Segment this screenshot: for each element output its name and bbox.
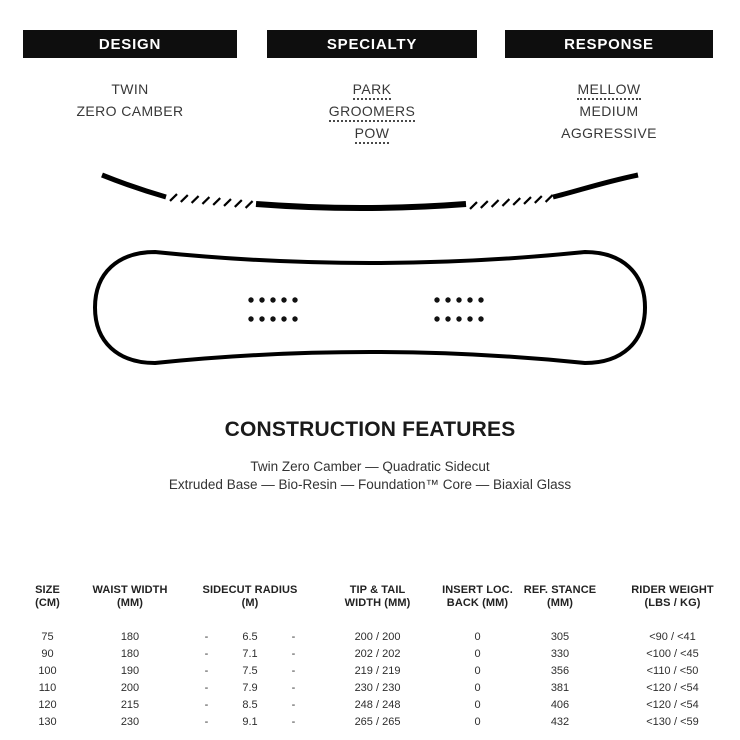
spec-cell: 0 [474, 647, 481, 660]
spec-column-header: SIDECUT RADIUS (M) [202, 584, 298, 609]
camber-hatch-left [170, 194, 253, 208]
trait-twin [23, 78, 237, 100]
spec-cell: 230 / 230 [354, 681, 401, 694]
spec-cell: 100 [38, 664, 57, 677]
spec-cell: 0 [474, 630, 481, 643]
trait-medium [505, 100, 713, 122]
spec-row-120 [20, 696, 740, 713]
spec-row-130 [20, 713, 740, 730]
spec-cell: 265 / 265 [354, 715, 401, 728]
construction-features-heading: CONSTRUCTION FEATURES [224, 418, 516, 441]
construction-line-2: Extruded Base — Bio-Resin — Foundation™ Core — Biaxial Glass [168, 477, 572, 492]
trait-label: AGGRESSIVE [561, 125, 657, 141]
camber-hatch-right [470, 195, 553, 209]
spec-row-90 [20, 645, 740, 662]
spec-cell: 432 [550, 715, 570, 728]
trait-pow [267, 122, 477, 144]
spec-table-header-row [20, 584, 740, 628]
spec-row-110 [20, 679, 740, 696]
sidecut-radius-cell: - 9.1 - [204, 715, 296, 728]
specialty-column [267, 30, 477, 144]
trait-groomers [267, 100, 477, 122]
spec-cell: 200 / 200 [354, 630, 401, 643]
spec-cell: 90 [41, 647, 54, 660]
spec-cell: 75 [41, 630, 54, 643]
spec-cell: 200 [120, 681, 140, 694]
spec-cell: 381 [550, 681, 570, 694]
trait-label: ZERO CAMBER [76, 103, 184, 119]
spec-table-body [20, 628, 740, 730]
trait-mellow [505, 78, 713, 100]
spec-cell: <110 / <50 [646, 664, 699, 677]
spec-cell: 120 [38, 698, 57, 711]
spec-column-header: TIP & TAIL WIDTH (MM) [344, 584, 411, 609]
response-trait-list [505, 78, 713, 144]
board-outline [95, 252, 645, 363]
spec-column-header: SIZE (CM) [35, 584, 60, 609]
design-trait-list [23, 78, 237, 122]
spec-cell: 0 [474, 698, 481, 711]
spec-table-section [20, 584, 740, 730]
spec-cell: 0 [474, 715, 481, 728]
construction-line-1: Twin Zero Camber — Quadratic Sidecut [250, 459, 490, 474]
design-column [23, 30, 237, 122]
spec-cell: 248 / 248 [354, 698, 401, 711]
trait-label: POW [355, 126, 390, 144]
spec-column-header: WAIST WIDTH (MM) [92, 584, 168, 609]
camber-tip-solid-left [102, 175, 166, 197]
spec-cell: <100 / <45 [646, 647, 699, 660]
spec-cell: 215 [120, 698, 140, 711]
sidecut-radius-cell: - 7.5 - [204, 664, 296, 677]
spec-cell: 305 [550, 630, 570, 643]
trait-label: MELLOW [577, 82, 640, 100]
trait-aggressive [505, 122, 713, 144]
spec-cell: 330 [550, 647, 570, 660]
spec-cell: 356 [550, 664, 570, 677]
spec-cell: 202 / 202 [354, 647, 401, 660]
response-column [505, 30, 713, 144]
response-header-label: RESPONSE [564, 35, 654, 53]
sidecut-radius-cell: - 7.9 - [204, 681, 296, 694]
spec-cell: 180 [120, 630, 140, 643]
specialty-header-bar [267, 30, 477, 58]
spec-cell: 406 [550, 698, 570, 711]
response-header-bar [505, 30, 713, 58]
trait-label: PARK [353, 82, 392, 100]
spec-column-header: RIDER WEIGHT (LBS / KG) [631, 584, 714, 609]
spec-cell: <90 / <41 [649, 630, 696, 643]
design-header-label: DESIGN [98, 35, 162, 53]
sidecut-radius-cell: - 7.1 - [204, 647, 296, 660]
spec-cell: 130 [38, 715, 57, 728]
trait-label: GROOMERS [329, 104, 415, 122]
spec-cell: 190 [120, 664, 140, 677]
spec-cell: 0 [474, 681, 481, 694]
construction-features-section [0, 418, 740, 494]
spec-row-75 [20, 628, 740, 645]
spec-cell: 230 [120, 715, 140, 728]
trait-label: MEDIUM [579, 103, 639, 119]
design-header-bar [23, 30, 237, 58]
spec-cell: 219 / 219 [354, 664, 401, 677]
camber-profile-illustration [0, 160, 740, 220]
spec-column-header: INSERT LOC. BACK (MM) [442, 584, 513, 609]
spec-cell: <120 / <54 [646, 681, 699, 694]
spec-cell: 180 [120, 647, 140, 660]
specialty-header-label: SPECIALTY [326, 35, 418, 53]
spec-column-header: REF. STANCE (MM) [523, 584, 597, 609]
trait-zero-camber [23, 100, 237, 122]
spec-row-100 [20, 662, 740, 679]
camber-tip-solid-right [553, 175, 638, 197]
sidecut-radius-cell: - 8.5 - [204, 698, 296, 711]
sidecut-radius-cell: - 6.5 - [204, 630, 296, 643]
specialty-trait-list [267, 78, 477, 144]
spec-table [20, 584, 740, 730]
spec-cell: 110 [38, 681, 57, 694]
spec-cell: <130 / <59 [646, 715, 699, 728]
trait-label: TWIN [111, 81, 149, 97]
spec-cell: 0 [474, 664, 481, 677]
spec-cell: <120 / <54 [646, 698, 699, 711]
board-outline-illustration [0, 245, 740, 370]
camber-flat-solid-center [256, 204, 466, 208]
trait-park [267, 78, 477, 100]
